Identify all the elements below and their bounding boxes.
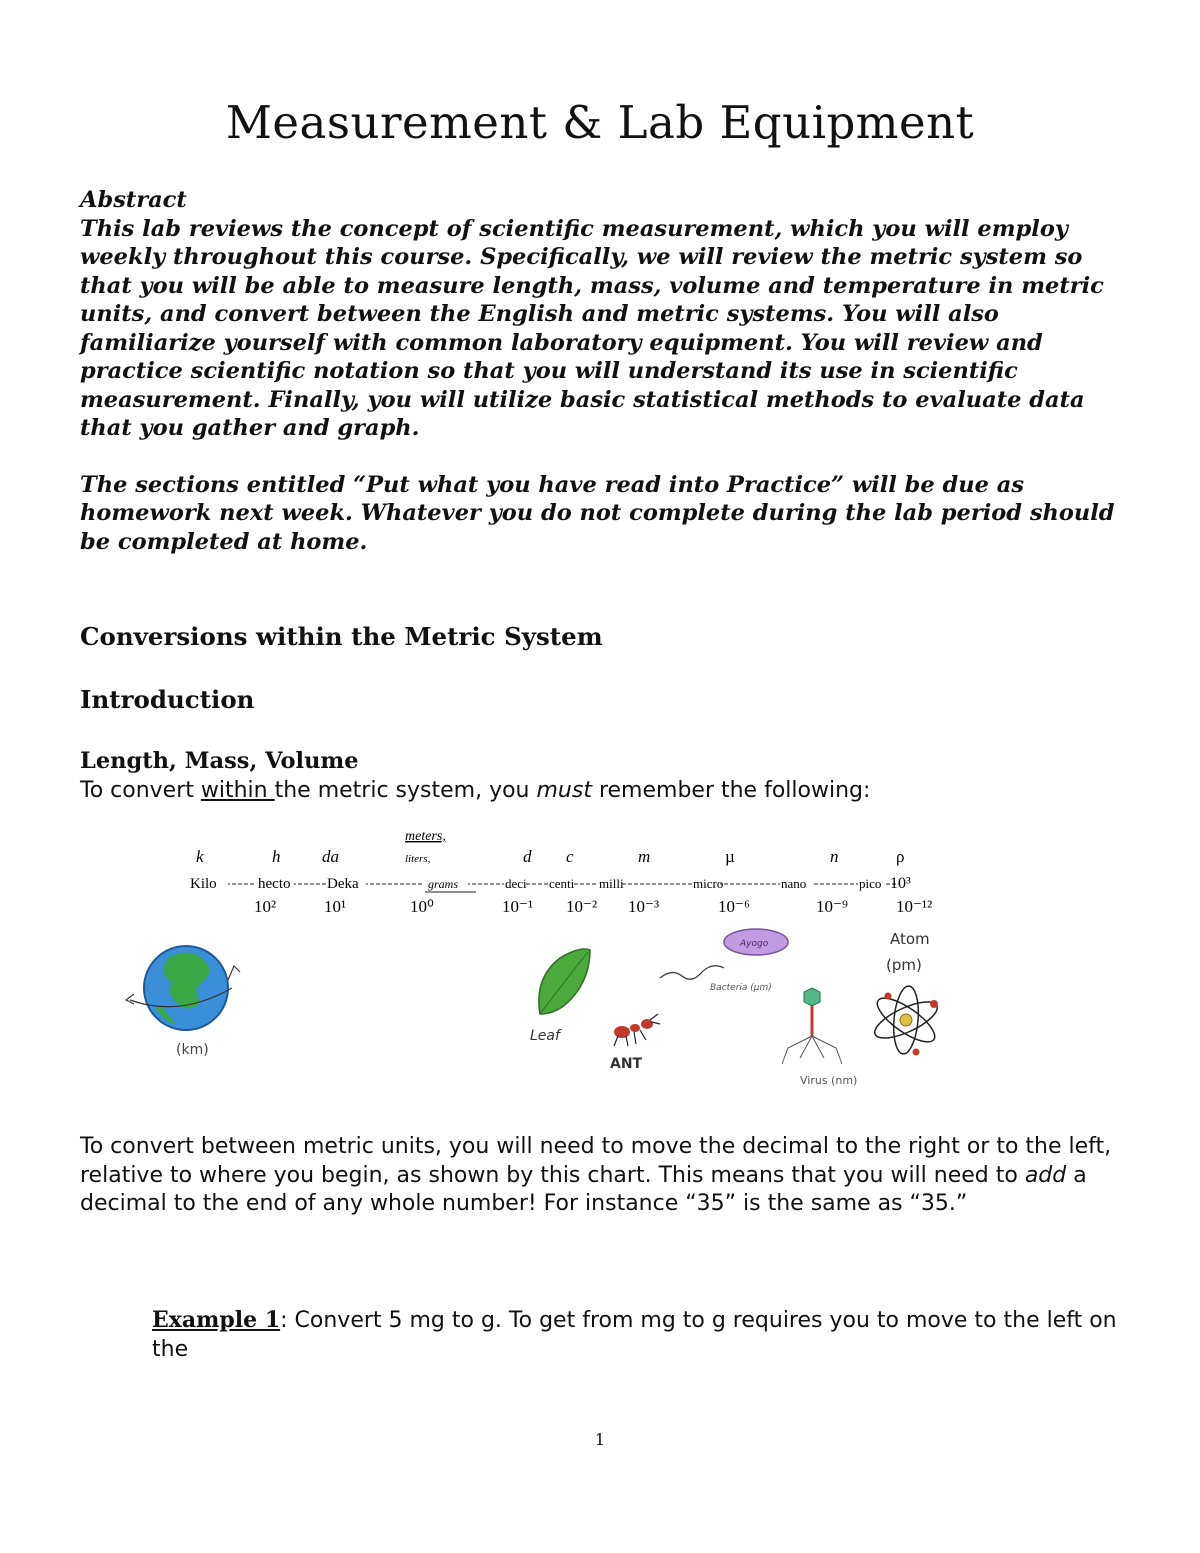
example-text: : Convert 5 mg to g. To get from mg to g requires you to move to the left on the — [152, 1308, 1117, 1362]
symbol-m: m — [638, 847, 651, 866]
earth-label: (km) — [176, 1042, 209, 1058]
power-deka: 10¹ — [324, 897, 347, 916]
lmv-text-3: remember the following: — [591, 778, 871, 803]
prefix-deci: deci — [505, 876, 527, 891]
prefix-centi: centi — [549, 876, 575, 891]
convert-paragraph — [80, 1133, 1120, 1219]
ant-illustration — [610, 1014, 660, 1072]
symbol-h: h — [272, 847, 281, 866]
convert-text-add: add — [1024, 1162, 1067, 1188]
ant-label: ANT — [610, 1056, 643, 1072]
symbol-pico: ρ — [896, 847, 905, 866]
lmv-intro-text — [80, 777, 1120, 806]
base-label-grams: grams — [428, 877, 459, 891]
prefix-line — [188, 872, 911, 892]
bacteria-illustration — [660, 929, 788, 993]
prefix-kilo: Kilo — [190, 876, 217, 892]
leaf-illustration — [530, 949, 590, 1044]
prefix-symbols — [196, 847, 904, 866]
page-title: Measurement & Lab Equipment — [225, 96, 975, 149]
atom-electron — [930, 1000, 938, 1008]
lmv-text-must: must — [536, 778, 592, 803]
prefix-nano: nano — [781, 876, 807, 891]
symbol-da: da — [322, 847, 339, 866]
symbol-n: n — [830, 847, 839, 866]
lmv-text-2: the metric system, you — [274, 778, 537, 803]
leaf-label: Leaf — [530, 1028, 560, 1044]
convert-text-2: a decimal to the end of any whole number! For instance “35” is the same as “35.” — [80, 1162, 1087, 1216]
prefix-hecto: hecto — [258, 876, 291, 892]
prefix-milli: milli — [599, 876, 624, 891]
prefix-pico: pico — [859, 876, 882, 891]
lmv-text-1: To convert — [80, 778, 201, 803]
power-pico: 10⁻¹² — [896, 897, 933, 916]
earth-illustration — [126, 946, 240, 1058]
abstract-paragraph-1: This lab reviews the concept of scientific measurement, which you will employ weekly throughout this course. Specifically, we will review the metric system so that you will be able to measure length, mass, volume and temperature in metric units, and convert between the English and metric systems. You will also familiarize yourself with common laboratory equipment. You will review and practice scientific notation so that you will understand its use in scientific measurement. Finally, you will utilize basic statistical methods to evaluate data that you gather and graph. — [80, 215, 1104, 441]
bacteria-cell-label: Ayogo — [740, 939, 769, 949]
power-centi: 10⁻² — [566, 897, 598, 916]
example-1 — [152, 1306, 1122, 1364]
symbol-c: c — [566, 847, 574, 866]
conversions-heading: Conversions within the Metric System — [80, 622, 603, 651]
example-label: Example 1 — [152, 1307, 281, 1333]
power-milli: 10⁻³ — [628, 897, 660, 916]
atom-label-line2: (pm) — [886, 956, 922, 974]
virus-label: Virus (nm) — [800, 1074, 858, 1087]
page-number: 1 — [594, 1430, 606, 1449]
prefix-powers — [254, 897, 932, 916]
atom-nucleus — [900, 1014, 912, 1026]
power-hecto: 10² — [254, 897, 277, 916]
base-label-meters: meters, — [405, 829, 446, 844]
symbol-micro: µ — [725, 847, 735, 866]
power-micro: 10⁻⁶ — [718, 897, 750, 916]
prefix-deka: Deka — [327, 876, 359, 892]
virus-illustration — [782, 988, 857, 1087]
virus-head — [804, 988, 820, 1006]
atom-illustration — [870, 930, 942, 1056]
power-base: 10⁰ — [410, 897, 434, 916]
introduction-heading: Introduction — [80, 685, 255, 714]
abstract-heading: Abstract — [80, 187, 187, 213]
metric-prefix-diagram — [120, 818, 960, 1096]
power-nano: 10⁻⁹ — [816, 897, 848, 916]
base-label-liters: liters, — [405, 853, 431, 865]
bacteria-label: Bacteria (µm) — [710, 983, 772, 993]
length-mass-volume-heading: Length, Mass, Volume — [80, 748, 359, 774]
abstract-section — [80, 186, 1120, 556]
power-deci: 10⁻¹ — [502, 897, 534, 916]
abstract-paragraph-2: The sections entitled “Put what you have read into Practice” will be due as homework next week. Whatever you do not complete during the lab period should be completed at home. — [80, 471, 1115, 555]
atom-label-line1: Atom — [890, 930, 930, 948]
power-kilo: 10³ — [890, 875, 911, 892]
symbol-k: k — [196, 847, 204, 866]
convert-text-1: To convert between metric units, you will need to move the decimal to the right or to the left, relative to where you begin, as shown by this chart. This means that you will need to — [80, 1134, 1112, 1188]
symbol-d: d — [523, 847, 532, 866]
prefix-micro: micro — [693, 876, 724, 891]
lmv-text-within: within — [200, 778, 275, 803]
